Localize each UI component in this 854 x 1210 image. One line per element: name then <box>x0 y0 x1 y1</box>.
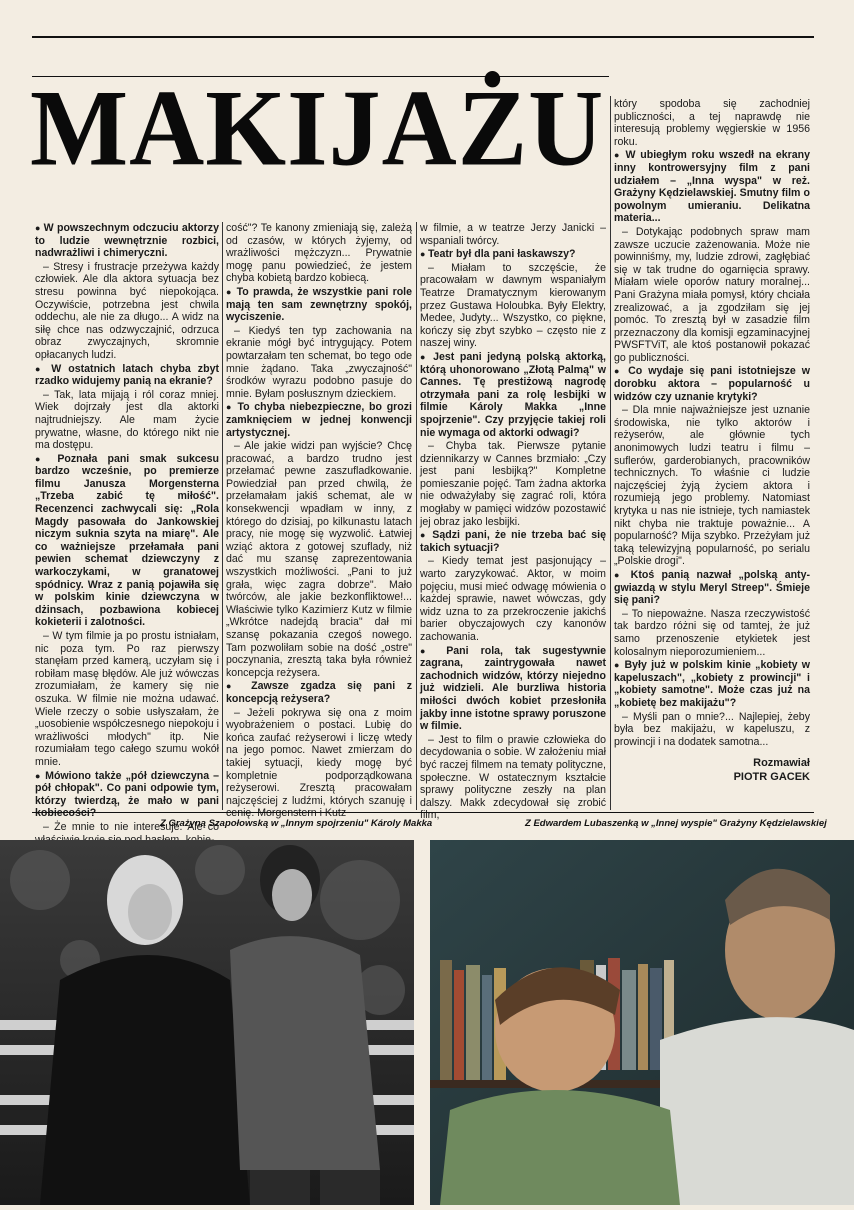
interview-answer: – Stresy i frustracje przeżywa każdy człowiek. Ale dla aktora sytuacja bez stresu powinna być niepokojąca. Oczywiście, potrzebna jest chwila oddechu, ale nie za długo... A widz na siłę chce nas odzwyczajnić, odrzuca obraz zwyczajnych, skromnie opłacanych ludzi. <box>35 260 219 361</box>
signoff <box>614 756 810 784</box>
interview-answer: – Kiedyś ten typ zachowania na ekranie mógł być intrygujący. Potem powtarzałam ten schemat, bo tego ode mnie żądano. Taka „zwyczajność" środków wyrazu podobno pasuje do mnie. Byłam posłusznym dzieckiem. <box>226 324 412 400</box>
interview-answer: który spodoba się zachodniej publiczności, a tej naprawdę nie interesują problemy węgierskie w 1956 roku. <box>614 98 810 148</box>
interview-question: ● Ktoś panią nazwał „polską anty-gwiazdą w stylu Meryl Streep". Śmieje się pani? <box>614 569 810 607</box>
interview-question: ● Pani rola, tak sugestywnie zagrana, zaintrygowała nawet zachodnich widzów, którzy niejedno już widzieli. Ale burzliwa historia miłości dwóch kobiet przesłoniła jakby inne istotne sprawy poruszone w filmie. <box>420 645 606 733</box>
column-divider <box>222 222 223 810</box>
photo-man-and-boy <box>430 840 854 1205</box>
interview-question: ● W powszechnym odczuciu aktorzy to ludzie wewnętrznie rozbici, nadwrażliwi i chimeryczni. <box>35 222 219 260</box>
photo-right <box>430 840 854 1205</box>
interview-question: ● W ubiegłym roku wszedł na ekrany inny kontrowersyjny film z pani udziałem – „Inna wyspa" w reż. Grażyny Kędzielawskiej. Smutny film o powolnym umieraniu. Delikatna materia... <box>614 149 810 225</box>
interview-answer: – Kiedy temat jest pasjonujący – warto zaryzykować. Aktor, w moim pojęciu, musi mieć odwagę mówienia o każdej sprawie, nawet wówczas, gdy widz uzna to za przekroczenie jakichś barier obyczajowych czy kanonów zachowania. <box>420 555 606 643</box>
interview-question: ● W ostatnich latach chyba zbyt rzadko widujemy panią na ekranie? <box>35 363 219 388</box>
interview-answer: – Myśli pan o mnie?... Najlepiej, żeby była bez makijażu, w kapeluszu, z prowincji i na dodatek samotna... <box>614 710 810 748</box>
photo-left <box>0 840 414 1205</box>
article-column-2 <box>226 222 413 820</box>
interview-question: ● To prawda, że wszystkie pani role mają ten sam zewnętrzny spokój, wyciszenie. <box>226 286 412 324</box>
signoff-label: Rozmawiał <box>753 757 810 770</box>
interview-answer: – Tak, lata mijają i ról coraz mniej. Wiek dojrzały jest dla aktorki najtrudniejszy. Ale mam życie prywatne, własne, do którego nikt nie ma dostępu. <box>35 388 219 452</box>
interview-answer: – Miałam to szczęście, że pracowałam w dawnym wspaniałym Teatrze Dramatycznym kierowanym przez Gustawa Holoubka. Były Elektry, Medee, Judyty... Wszystko, co piękne, kończy się zbyt szybko – często nie z naszej winy. <box>420 261 606 350</box>
interview-answer: – Jest to film o prawie człowieka do decydowania o sobie. W założeniu miał być raczej filmem na tematy polityczne, społeczne. W ostatecznym kształcie sprawy polityczne zeszły na plan dalszy. Makk zdecydował się zrobić film, <box>420 733 606 822</box>
interview-answer: – W tym filmie ja po prostu istniałam, nic poza tym. Po raz pierwszy stanęłam przed kamerą, uczyłam się i robiłam masę błędów. Ale już wówczas zrozumiałam, że kamery się nie oszuka. W filmie nie można udawać. Wiele rzeczy o sobie usłyszałam, że „uosobienie współczesnego niepokoju i wrażliwości młodych" itp. Nie rozumiałam tego całego szumu wokół mnie. <box>35 630 219 768</box>
interview-question: ● Teatr był dla pani łaskawszy? <box>420 248 606 261</box>
interview-answer: cość"? Te kanony zmieniają się, zależą od czasów, w których żyjemy, od wrażliwości mężczyzn... Prywatnie mogę panu powiedzieć, że jestem chyba kobietą bardzo kobiecą. <box>226 222 412 285</box>
photo-two-women-on-bench <box>0 840 414 1205</box>
caption-rule <box>32 812 814 813</box>
photo-caption-left: Z Grażyną Szapołowską w „Innym spojrzeniu" Károly Makka <box>160 818 433 829</box>
article-column-3 <box>420 222 607 822</box>
interview-question: ● Co wydaje się pani istotniejsze w dorobku aktora – popularność u widzów czy uznanie krytyki? <box>614 365 810 403</box>
photo-caption-right: Z Edwardem Lubaszenką w „Innej wyspie" Grażyny Kędzielawskiej <box>525 818 827 829</box>
interview-answer: – Dotykając podobnych spraw mam zawsze uczucie zażenowania. Może nie powinniśmy, my, ludzie zdrowi, zagłębiać się w tak trudne do ogarnięcia sprawy. Miałam wiele oporów natury moralnej... Pani Grażyna miała pomysł, który chciała zrealizować, a ja zgodziłam się jej pomóc. To zresztą był w zasadzie film przeznaczony dla komisji egzaminacyjnej PWSFTViT, ale ktoś postanowił pokazać go publiczności. <box>614 225 810 364</box>
article-column-1 <box>35 222 220 833</box>
interview-answer: – Dla mnie najważniejsze jest uznanie środowiska, nie tylko aktorów i reżyserów, ale głównie tych anonimowych ludzi teatru i filmu – suflerów, garderobianych, pracowników technicznych. To właśnie ci ludzie najczęściej żyją życiem aktora i rozumieją jego problemy. Natomiast krytyka u nas nie istnieje, tych namiastek nikt chyba nie traktuje poważnie... A popularność? Mija szybko. Przeżyłam już taką telewizyjną popularność, po serialu „Polskie drogi". <box>614 404 810 568</box>
interview-answer: – Że mnie to nie interesuje. Ale co <box>43 820 219 833</box>
interview-answer: – To niepoważne. Nasza rzeczywistość tak bardzo różni się od tamtej, że już samo przenoszenie etykietek jest kolosalnym nieporozumieniem... <box>614 607 810 658</box>
signoff-author: PIOTR GACEK <box>733 771 810 784</box>
interview-question: ● Jest pani jedyną polską aktorką, którą uhonorowano „Złotą Palmą" w Cannes. Tę prestiżową nagrodę otrzymała pani za rolę lesbijki w filmie Károly Makka „Inne spojrzenie". Czy przyjęcie takiej roli nie wymaga od aktorki odwagi? <box>420 351 606 439</box>
interview-answer: w filmie, a w teatrze Jerzy Janicki – wspaniali twórcy. <box>420 222 606 247</box>
interview-question: ● Poznała pani smak sukcesu bardzo wcześnie, po premierze filmu Janusza Morgensterna „Trzeba zabić tę miłość". Recenzenci zachwycali się: „Rola Magdy pasowała do Jankowskiej niczym suknia szyta na miarę". Ale co ważniejsze przełamała pani pewien schemat dziewczyny z warkoczykami, w granatowej spódnicy. Wraz z panią pojawiła się w polskim kinie dziewczyna w dżinsach, pozbawiona kobiecej kokieterii i zalotności. <box>35 453 219 629</box>
interview-question: ● Mówiono także „pół dziewczyna – pół chłopak". Co pani odpowie tym, którzy twierdzą, że mało w pani kobiecości? <box>35 770 219 820</box>
column-divider <box>416 222 417 810</box>
interview-question: ● Były już w polskim kinie „kobiety w kapeluszach", „kobiety z prowincji" i „kobiety samotne". Może czas już na „kobietę bez makijażu"? <box>614 659 810 709</box>
interview-question: ● Zawsze zgadza się pani z koncepcją reżysera? <box>226 680 412 705</box>
article-column-4 <box>614 98 810 812</box>
headline: MAKIJAŻU <box>30 67 605 189</box>
interview-question: ● Sądzi pani, że nie trzeba bać się takich sytuacji? <box>420 529 606 554</box>
interview-answer: – Ale jakie widzi pan wyjście? Chcę pracować, a bardzo trudno jest przełamać pewne zaszufladkowanie. Powiedział pan przed chwilą, że przełamałam jakiś schemat, ale w konsekwencji wpadłam w inny, z którego do dzisiaj, po kilkunastu latach pracy, nie mogę się wyzwolić. Łatwiej wziąć aktora z gotowej szuflady, niż dać mu szansę zaprezentowania wszystkich możliwości. „Pani to już grała, więc zagra dobrze". Mało twórców, ale jakie bezkonfliktowe!... Właściwie tylko Kazimierz Kutz w filmie „Wkrótce nadejdą bracia" dał mi szansę pokazania czegoś nowego. Tam pozwoliłam sobie na dość „ostre" poczynania, zresztą taka była również koncepcja reżysera. <box>226 440 412 679</box>
top-rule <box>32 36 814 38</box>
interview-answer: – Jeżeli pokrywa się ona z moim wyobrażeniem o postaci. Lubię do końca zaufać reżyserowi i liczę wtedy na jego pomoc. Nawet zmierzam do takiej sytuacji, kiedy mogę być kompletnie podporządkowana reżyserowi. Zresztą pracowałam najczęściej z ludźmi, których szanuję i cenię. Morgenstern i Kutz <box>226 706 412 820</box>
column-divider <box>610 96 611 810</box>
interview-question: ● To chyba niebezpieczne, bo grozi zamknięciem w jednej konwencji artystycznej. <box>226 401 412 439</box>
interview-answer: – Chyba tak. Pierwsze pytanie dziennikarzy w Cannes brzmiało: „Czy jest pani lesbijką?" Kompletne pomieszanie pojęć. Tam żadna aktorka nie odważyłaby się zagrać roli, która mogłaby w pamięci widzów pozostawić jej obraz jako lesbijki. <box>420 440 606 528</box>
